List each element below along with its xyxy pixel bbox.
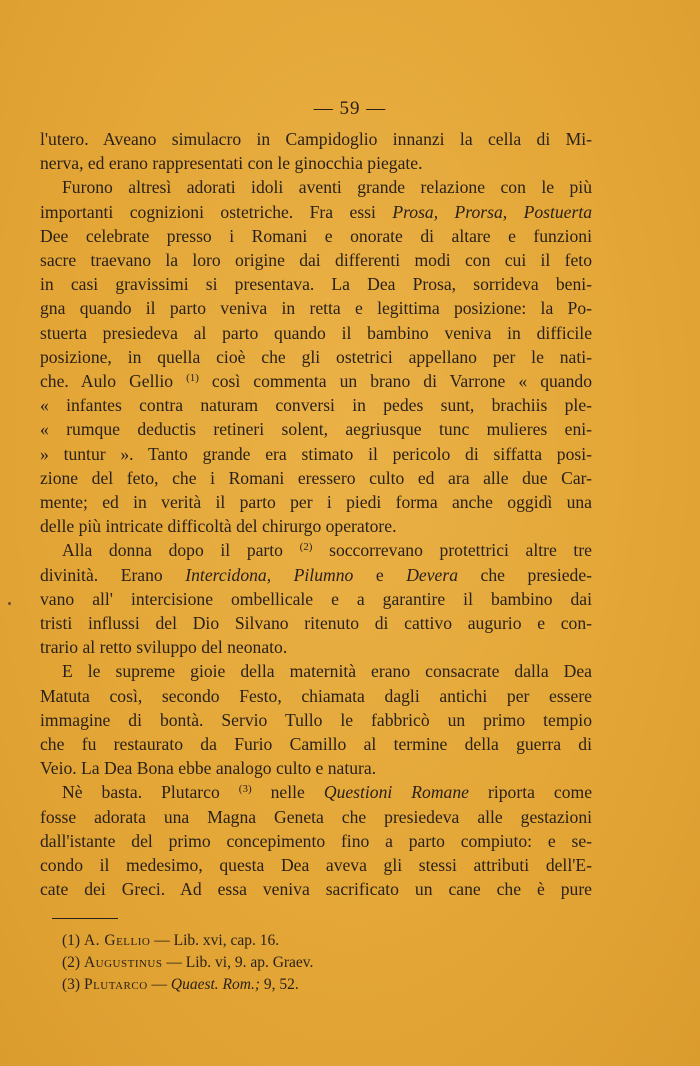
text-line: posizione, in quella cioè che gli ostetrici appellano per le nati- (40, 346, 592, 367)
text-line: vano all' intercisione ombellicale e a garantire il bambino dai (40, 588, 592, 609)
page-number: — 59 — (313, 98, 387, 119)
text-line: sacre traevano la loro origine dai differenti modi con cui il feto (40, 250, 592, 271)
italic-term: Quaest. Rom.; (170, 976, 261, 993)
footnote-entry (62, 952, 582, 974)
text-line: mente; ed in verità il parto per i piedi forma anche oggidì una (40, 492, 592, 513)
paragraph (40, 659, 592, 780)
body-text (40, 127, 592, 902)
text-line: cate dei Greci. Ad essa veniva sacrificato un cane che è pure (40, 879, 592, 900)
italic-term: Devera (406, 564, 458, 585)
text-line: « infantes contra naturam conversi in pedes sunt, brachiis ple- (40, 395, 592, 416)
text-line: Nè basta. Plutarco $^{(3)}$ nelle Questioni Romane riporta come (62, 782, 593, 803)
text-line: condo il medesimo, questa Dea aveva gli stessi attributi dell'E- (40, 855, 592, 876)
italic-term: Intercidona, Pilumno (185, 564, 354, 585)
text-line: E le supreme gioie della maternità erano consacrate dalla Dea (62, 661, 592, 682)
text-line: Veio. La Dea Bona ebbe analogo culto e natura. (40, 758, 377, 779)
margin-speck (8, 602, 11, 605)
footnote-author: A. Gellio (83, 932, 151, 949)
text-line: dall'istante del primo concepimento fino a parto compiuto: e se- (40, 830, 592, 851)
text-line: trario al retto sviluppo del neonato. (40, 637, 288, 658)
text-line: Dee celebrate presso i Romani e onorate di altare e funzioni (40, 225, 592, 246)
text-line: Furono altresì adorati idoli aventi grande relazione con le più (62, 177, 592, 198)
text-line: tristi influssi del Dio Silvano ritenuto di cattivo augurio e con- (40, 613, 592, 634)
paragraph (40, 175, 592, 538)
footnote-marker: (3) (238, 783, 252, 796)
paragraph (40, 127, 592, 175)
footnote-reference: — Lib. xvi, cap. 16. (154, 932, 280, 949)
footnote-author: Augustinus (83, 954, 163, 971)
text-line: stuerta presiedeva al parto quando il bambino veniva in difficile (40, 322, 592, 343)
footnote-reference: — Quaest. Rom.; 9, 52. (151, 976, 299, 993)
footnote-number: (3) (62, 976, 84, 993)
text-line: in casi gravissimi si presentava. La Dea Prosa, sorrideva beni- (40, 274, 592, 295)
footnote-reference: — Lib. vi, 9. ap. Graev. (166, 954, 314, 971)
footnote-marker: (1) (186, 372, 199, 385)
text-line: « rumque deductis retineri solent, aegriusque tunc mulieres eni- (40, 419, 592, 440)
italic-term: Prosa, Prorsa, Postuerta (392, 201, 593, 222)
text-line: fosse adorata una Magna Geneta che presiedeva alle gestazioni (40, 806, 592, 827)
text-line: nerva, ed erano rappresentati con le ginocchia piegate. (40, 153, 423, 174)
text-line: immagine di bontà. Servio Tullo le fabbricò un primo tempio (40, 709, 592, 730)
paragraph (40, 780, 592, 901)
text-line: che fu restaurato da Furio Camillo al termine della guerra di (40, 734, 592, 755)
footnotes (62, 930, 582, 996)
text-line: Alla donna dopo il parto $^{(2)}$ soccorrevano protettrici altre tre (62, 540, 592, 561)
paragraph (40, 538, 592, 659)
text-line: che. Aulo Gellio $^{(1)}$ così commenta un brano di Varrone « quando (40, 371, 592, 392)
text-line: zione del feto, che i Romani eressero culto ed ara alle due Car- (40, 467, 592, 488)
text-line: divinità. Erano Intercidona, Pilumno e Devera che presiede- (40, 564, 592, 585)
footnote-entry (62, 930, 582, 952)
footnote-number: (1) (62, 932, 84, 949)
italic-term: Questioni Romane (323, 782, 469, 803)
text-line: gna quando il parto veniva in retta e legittima posizione: la Po- (40, 298, 592, 319)
text-line: importanti cognizioni ostetriche. Fra essi Prosa, Prorsa, Postuerta (40, 201, 593, 222)
text-line: Matuta così, secondo Festo, chiamata dagli antichi per essere (40, 685, 592, 706)
footnote-divider (52, 918, 118, 919)
footnote-number: (2) (62, 954, 84, 971)
footnote-entry (62, 974, 582, 996)
footnote-author: Plutarco (83, 976, 148, 993)
footnote-marker: (2) (299, 541, 313, 554)
text-line: delle più intricate difficoltà del chirurgo operatore. (40, 516, 397, 537)
text-line: l'utero. Aveano simulacro in Campidoglio innanzi la cella di Mi- (40, 129, 592, 149)
text-line: » tuntur ». Tanto grande era stimato il pericolo di siffatta posi- (40, 443, 592, 464)
